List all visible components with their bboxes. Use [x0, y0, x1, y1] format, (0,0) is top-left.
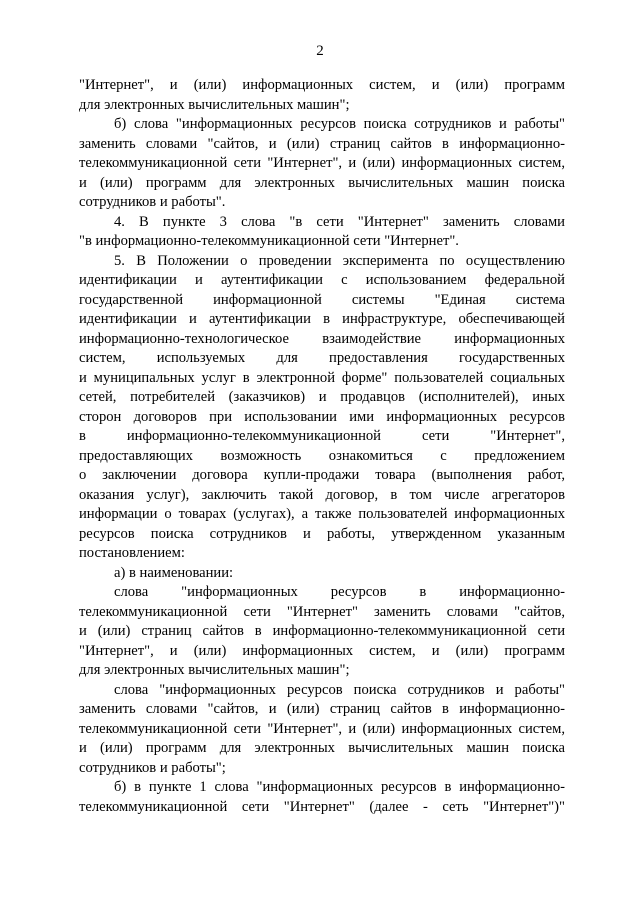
text-line: слова "информационных ресурсов поиска сотрудников и работы": [114, 681, 565, 698]
text-line: сетей, потребителей (заказчиков) и продавцов (исполнителей), иных: [79, 389, 565, 405]
page-number: 2: [316, 43, 324, 59]
text-line: о заключении договора купли-продажи товара (выполнения работ,: [79, 467, 565, 483]
text-line: и (или) программ для электронных вычислительных машин поиска: [79, 740, 565, 756]
text-line: и (или) программ для электронных вычислительных машин поиска: [79, 174, 565, 191]
text-line: ресурсов поиска сотрудников и работы, утвержденном указанным: [79, 525, 565, 542]
text-line: и (или) страниц сайтов в информационно-телекоммуникационной сети: [79, 623, 565, 639]
text-line: телекоммуникационной сети "Интернет" (далее - сеть "Интернет")": [79, 798, 565, 815]
text-line: систем, используемых для предоставления государственных: [79, 350, 565, 366]
text-line: сотрудников и работы".: [79, 194, 226, 210]
text-line: оказания услуг), заключить такой договор, в том числе агрегаторов: [79, 486, 565, 503]
text-line: информационно-технологическое взаимодействие информационных: [79, 330, 565, 347]
text-line: для электронных вычислительных машин";: [79, 96, 350, 113]
text-line: 5. В Положении о проведении эксперимента по осуществлению: [114, 252, 565, 269]
document-body: [79, 76, 565, 817]
text-line: предоставляющих возможность ознакомиться с предложением: [79, 447, 565, 464]
text-line: б) в пункте 1 слова "информационных ресурсов в информационно-: [114, 779, 565, 795]
text-line: и муниципальных услуг в электронной форме" пользователей социальных: [79, 369, 565, 386]
text-line: для электронных вычислительных машин";: [79, 662, 350, 678]
text-line: "Интернет", и (или) информационных систем, и (или) программ: [79, 77, 565, 93]
text-line: 4. В пункте 3 слова "в сети "Интернет" заменить словами: [114, 213, 565, 230]
text-line: "Интернет", и (или) информационных систем, и (или) программ: [79, 642, 565, 659]
text-line: телекоммуникационной сети "Интернет" заменить словами "сайтов,: [79, 603, 565, 620]
text-line: телекоммуникационной сети "Интернет", и (или) информационных систем,: [79, 720, 565, 737]
text-line: б) слова "информационных ресурсов поиска сотрудников и работы": [114, 116, 565, 132]
text-line: идентификации и аутентификации в инфраструктуре, обеспечивающей: [79, 311, 565, 327]
text-line: заменить словами "сайтов, и (или) страниц сайтов в информационно-: [79, 701, 565, 717]
text-line: сторон договоров при использовании ими информационных ресурсов: [79, 408, 565, 425]
text-line: сотрудников и работы";: [79, 759, 226, 776]
text-line: в информационно-телекоммуникационной сети "Интернет",: [79, 428, 565, 444]
text-line: слова "информационных ресурсов в информационно-: [114, 584, 565, 600]
text-line: заменить словами "сайтов, и (или) страниц сайтов в информационно-: [79, 135, 565, 152]
text-line: идентификации и аутентификации с использованием федеральной: [79, 272, 565, 288]
text-line: "в информационно-телекоммуникационной сети "Интернет".: [79, 233, 459, 249]
text-line: а) в наименовании:: [114, 564, 234, 581]
text-line: информации о товарах (услугах), а также пользователей информационных: [79, 506, 565, 522]
text-line: телекоммуникационной сети "Интернет", и (или) информационных систем,: [79, 155, 565, 171]
text-line: государственной информационной системы "Единая система: [79, 291, 565, 308]
text-line: постановлением:: [79, 545, 185, 561]
